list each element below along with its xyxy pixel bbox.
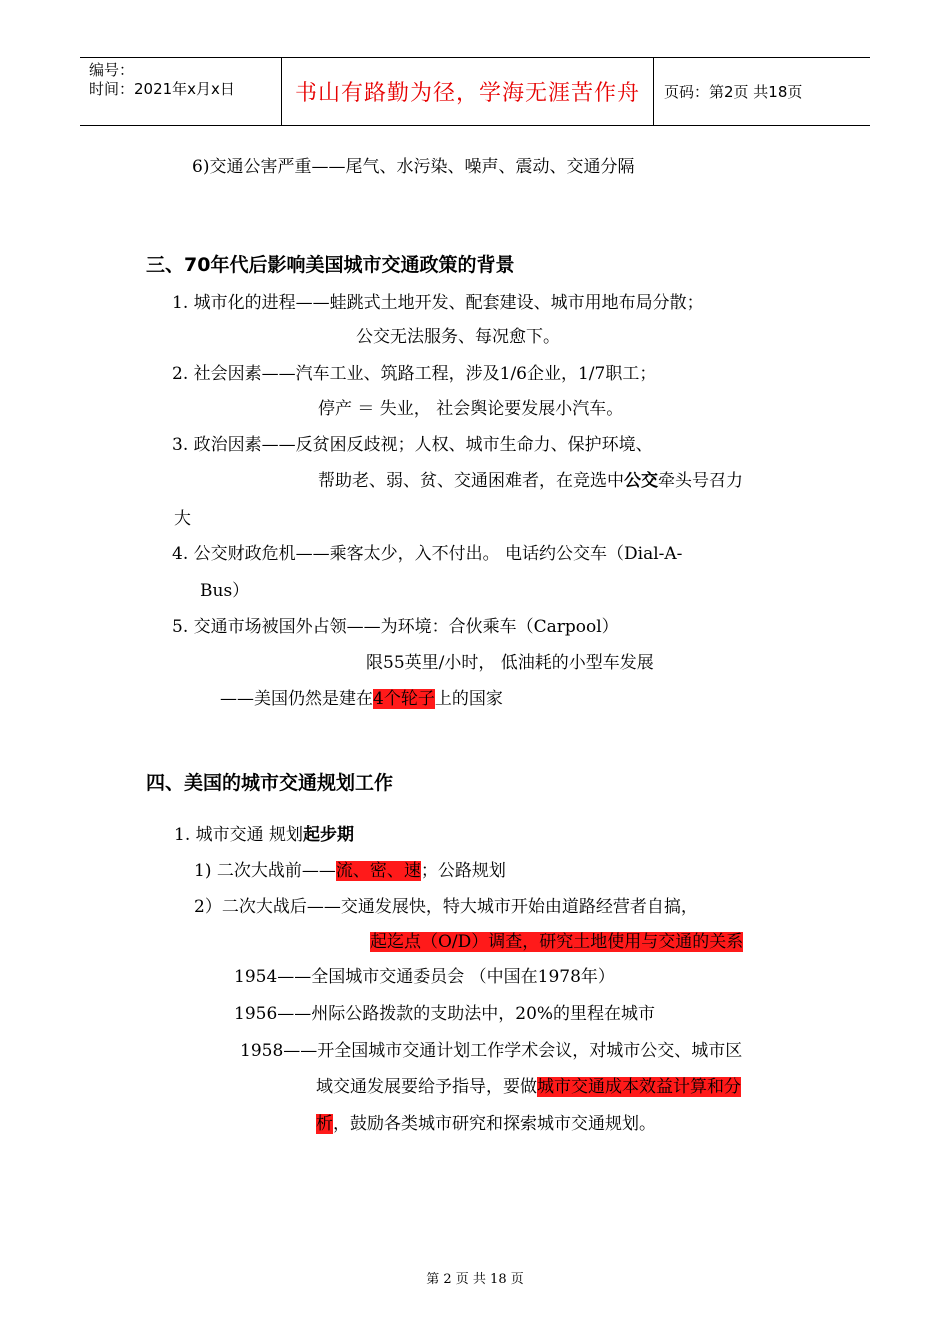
text-line: 停产 ＝ 失业， 社会舆论要发展小汽车。	[318, 399, 624, 419]
time-label: 时间：2021年x月x日	[89, 80, 235, 98]
text-span: ，鼓励各类城市研究和探索城市交通规划。	[333, 1114, 656, 1134]
text-span: 域交通发展要给予指导，要做	[316, 1077, 537, 1097]
text-span: 上的国家	[434, 689, 503, 709]
header-meta	[80, 58, 282, 125]
text-line	[194, 860, 506, 882]
text-line: 1. 城市化的进程——蛙跳式土地开发、配套建设、城市用地布局分散；	[172, 293, 704, 313]
text-line: 1956——州际公路拨款的支助法中，20%的里程在城市	[234, 1004, 656, 1024]
text-line: Bus）	[200, 581, 250, 601]
section-4-title: 四、美国的城市交通规划工作	[146, 772, 394, 794]
text-span: ——美国仍然是建在	[220, 689, 373, 709]
highlighted-text: 起迄点（O/D）调查，研究土地使用与交通的关系	[370, 932, 744, 952]
number-label: 编号：	[89, 61, 135, 79]
text-line: 大	[174, 509, 191, 529]
text-line: 3. 政治因素——反贫困反歧视；人权、城市生命力、保护环境、	[172, 435, 653, 455]
section-3-title: 三、70年代后影响美国城市交通政策的背景	[146, 254, 515, 276]
highlighted-text: 城市交通成本效益计算和分	[537, 1077, 741, 1097]
text-line	[316, 1076, 741, 1098]
text-line	[174, 824, 354, 846]
bold-text: 起步期	[303, 825, 355, 845]
text-line	[316, 1113, 656, 1135]
text-line: 2. 社会因素——汽车工业、筑路工程，涉及1/6企业，1/7职工；	[172, 364, 657, 384]
highlighted-text: 析	[316, 1114, 333, 1134]
text-line: 2）二次大战后——交通发展快，特大城市开始由道路经营者自搞，	[194, 897, 698, 917]
highlighted-text: 流、密、速	[335, 861, 421, 881]
text-span: 帮助老、弱、贫、交通困难者，在竞选中	[318, 471, 624, 491]
header-motto: 书山有路勤为径，学海无涯苦作舟	[282, 58, 654, 125]
highlighted-text: 4个轮子	[373, 689, 435, 709]
text-line: 限55英里/小时， 低油耗的小型车发展	[366, 653, 654, 673]
text-span: ；公路规划	[420, 861, 506, 881]
text-line	[318, 470, 743, 492]
text-line: 1954——全国城市交通委员会 （中国在1978年）	[234, 967, 615, 987]
text-line: 1958——开全国城市交通计划工作学术会议，对城市公交、城市区	[240, 1041, 743, 1061]
page-footer: 第 2 页 共 18 页	[426, 1272, 524, 1287]
bold-text: 公交	[624, 471, 658, 491]
text-line: 6)交通公害严重——尾气、水污染、噪声、震动、交通分隔	[192, 157, 635, 177]
page-header	[80, 57, 870, 126]
text-span: 牵头号召力	[658, 471, 743, 491]
text-span: 1) 二次大战前——	[194, 861, 336, 881]
text-line	[370, 931, 743, 953]
text-line: 公交无法服务、每况愈下。	[356, 327, 560, 347]
text-line: 5. 交通市场被国外占领——为环境：合伙乘车（Carpool）	[172, 617, 619, 637]
text-span: 1. 城市交通 规划	[174, 825, 304, 845]
text-line: 4. 公交财政危机——乘客太少，入不付出。 电话约公交车（Dial-A-	[172, 544, 683, 564]
text-line	[220, 688, 503, 710]
header-page-info: 页码：第2页 共18页	[664, 83, 803, 101]
